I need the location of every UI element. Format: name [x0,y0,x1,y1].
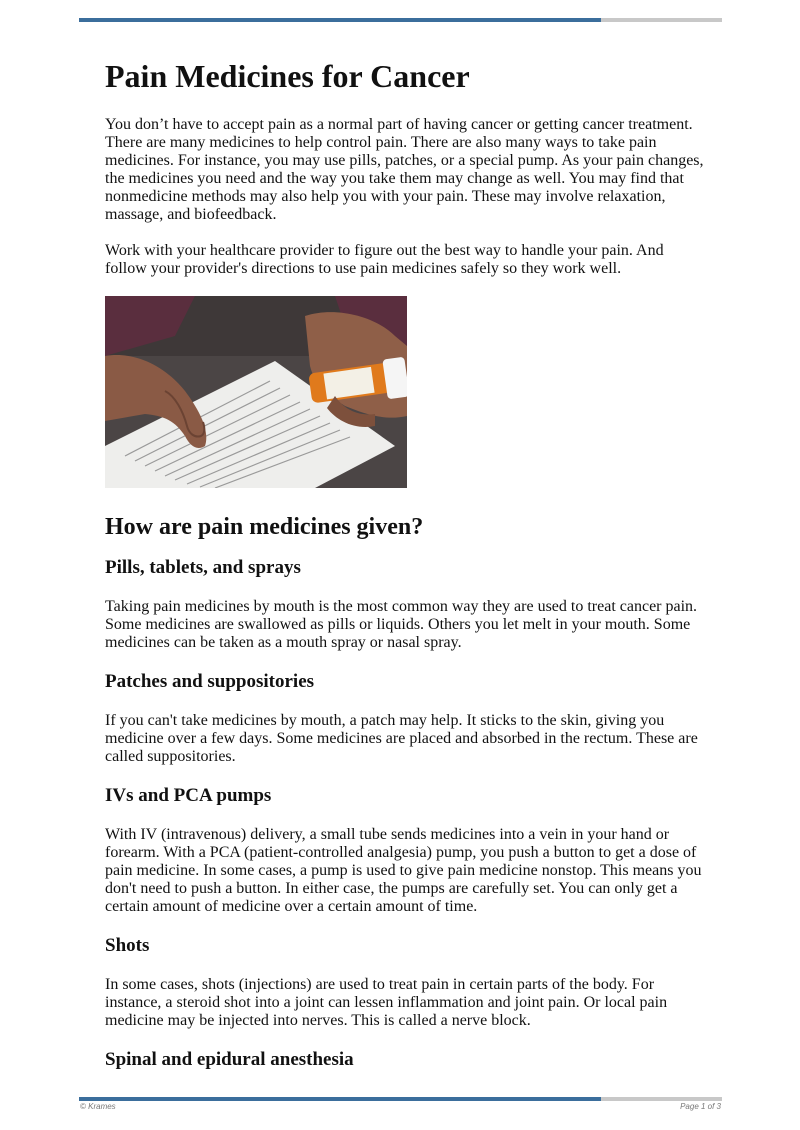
page-title: Pain Medicines for Cancer [105,58,470,94]
footer-page-number: Page 1 of 3 [680,1102,721,1111]
subsection-text: If you can't take medicines by mouth, a patch may help. It sticks to the skin, giving you medicine over a few days. Some medicines are placed and absorbed in the rectum. These are called suppositories. [105,712,698,765]
footer-copyright: © Krames [80,1102,116,1111]
subsection-text: Taking pain medicines by mouth is the most common way they are used to treat cancer pain. Some medicines are swallowed as pills or liquids. Others you let melt in your mouth. Some medicines can be taken as a mouth spray or nasal spray. [105,598,698,651]
subsection-shots [105,934,705,1030]
subsection-patches [105,670,705,766]
subsection-heading: Patches and suppositories [105,671,315,692]
subsection-heading: Pills, tablets, and sprays [105,557,301,578]
intro-paragraph-2: Work with your healthcare provider to figure out the best way to handle your pain. And follow your provider's directions to use pain medicines safely so they work well. [105,242,664,277]
subsection-pills [105,556,705,652]
subsection-heading: Spinal and epidural anesthesia [105,1049,354,1070]
subsection-spinal [105,1048,705,1072]
subsection-iv-pca [105,784,705,916]
subsection-heading: IVs and PCA pumps [105,785,272,806]
subsection-text: With IV (intravenous) delivery, a small tube sends medicines into a vein in your hand or forearm. With a PCA (patient-controlled analgesia) pump, you push a button to get a dose of pain medicine. In some cases, a pump is used to give pain medicine nonstop. This means you don't need to push a button. In either case, the pumps are carefully set. You can only get a certain amount of medicine over a certain amount of time. [105,826,702,915]
section-heading: How are pain medicines given? [105,514,424,540]
top-rule [79,18,722,22]
intro-paragraph-1: You don’t have to accept pain as a normal part of having cancer or getting cancer treatment. There are many medicines to help control pain. There are also many ways to take pain medicines. For instance, you may use pills, patches, or a special pump. As your pain changes, the medicines you need and the way you take them may change as well. You may find that nonmedicine methods may also help you with your pain. These may involve relaxation, massage, and biofeedback. [105,116,704,223]
subsection-text: In some cases, shots (injections) are used to treat pain in certain parts of the body. For instance, a steroid shot into a joint can lessen inflammation and joint pain. Or local pain medicine may be injected into nerves. This is called a nerve block. [105,976,668,1029]
photo-hands-pill-bottle [105,296,407,488]
top-rule-accent [79,18,601,22]
bottom-rule-accent [79,1097,601,1101]
document-body [105,56,705,1090]
subsection-heading: Shots [105,935,150,956]
bottom-rule [79,1097,722,1101]
